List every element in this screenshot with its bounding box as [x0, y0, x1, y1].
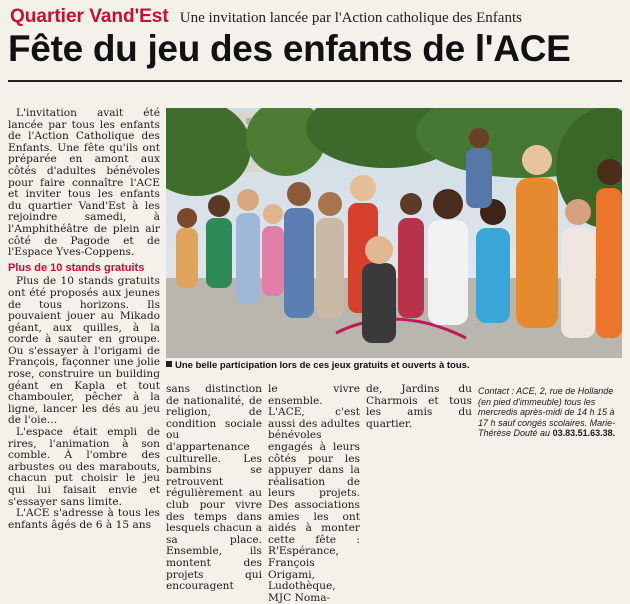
subhead: Plus de 10 stands gratuits: [8, 261, 145, 274]
contact-block: [478, 384, 622, 439]
location-label: Quartier Vand'Est: [10, 6, 169, 27]
body-column-1: [166, 384, 262, 593]
body-column-2: [268, 384, 360, 604]
photo-caption: Une belle participation lors de ces jeux gratuits et ouverts à tous.: [166, 360, 622, 371]
kicker-subtitle: Une invitation lancée par l'Action catholique des Enfants: [179, 10, 522, 26]
paragraph-2: Plus de 10 stands gratuits ont été proposés aux jeunes de tous horizons. Ils pouvaient jouer au Mikado géant, aux quilles, à la corde à sauter en groupe. Ou s'essayer à l'origami de François, façonner une jolie rose, construire un building géant en Kapla et tout chambouler, pêcher à la ligne, lancer les dés au jeu de l'oie…: [8, 275, 160, 427]
lead-column: [8, 108, 160, 531]
column-1-text: sans distinction de nationalité, de religion, de condition sociale ou d'appartenance culturelle. Les bambins se retrouvent régulièrement au club pour vivre des temps dans lesquels chacun a sa place. Ensemble, ils montent des projets qui encouragent: [166, 383, 262, 593]
article-headline: Fête du jeu des enfants de l'ACE: [8, 28, 571, 69]
group-photo: [166, 108, 622, 358]
caption-bullet-icon: [166, 361, 172, 367]
contact-text: Contact : ACE, 2, rue de Hollande (en pied d'immeuble) tous les mercredis après-midi de 14 h 15 à 17 h sauf congés scolaires.: [478, 386, 615, 428]
column-3-text: de, Jardins du Charmois et tous les amis du quartier.: [366, 383, 472, 430]
paragraph-3: L'espace était empli de rires, l'animation à son comble. À l'ombre des arbustes ou des marabouts, chacun put choisir le jeu qui lui faisait envie et s'essayer sans limite.: [8, 426, 160, 508]
contact-phone: 03.83.51.63.38.: [552, 428, 616, 438]
intro-paragraph: L'invitation avait été lancée par tous les enfants de l'Action Catholique des Enfants. Une fête qu'ils ont préparée en amont aux côtés d'adultes bénévoles pour faire connaître l'ACE et inviter tous les enfants du quartier Vand'Est à les rejoindre samedi, à l'Amphithéâtre de plein air côté de Pagode et de l'Espace Yves-Coppens.: [8, 107, 160, 259]
contact-info: [478, 386, 622, 439]
body-column-3: [366, 384, 472, 430]
paragraph-4: L'ACE s'adresse à tous les enfants âgés de 6 à 15 ans: [8, 507, 160, 531]
header-rule: [8, 80, 622, 82]
column-2-text: le vivre ensemble. L'ACE, c'est aussi des adultes bénévoles engagés à leurs côtés pour les appuyer dans la réalisation de leurs projets. Des associations amies les ont aidés à monter cette fête : R'Espérance, François Origami, Ludothèque, MJC Noma-: [268, 383, 360, 604]
contact-name: Marie-Thérèse Douté au: [478, 417, 616, 438]
kicker: [10, 6, 522, 28]
